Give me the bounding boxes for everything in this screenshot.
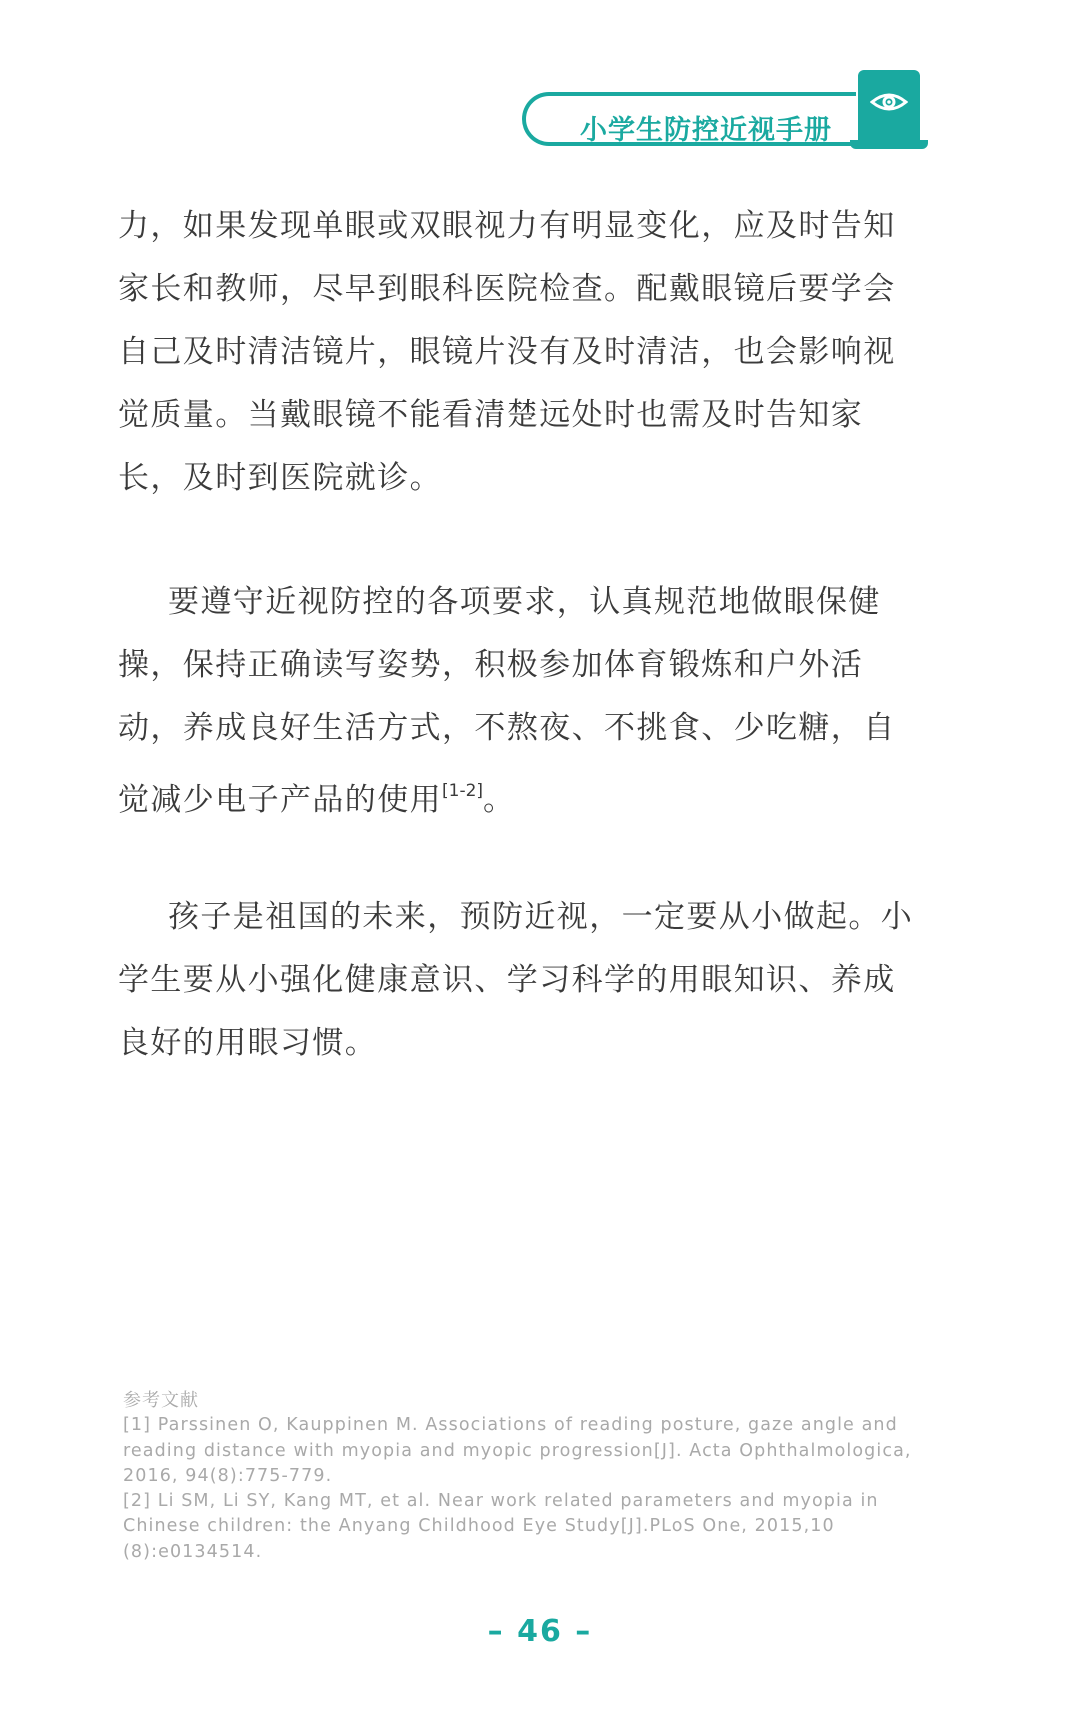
reference-item: [1] Parssinen O, Kauppinen M. Associations of reading posture, gaze angle and reading distance with myopia and myopic progression[J]. Acta Ophthalmologica, 2016, 94(8):775-779.: [123, 1415, 912, 1486]
header-dash: [816, 92, 830, 96]
references-title: 参考文献: [123, 1390, 199, 1411]
references: [123, 1388, 928, 1565]
paragraph-end: 。: [483, 782, 516, 818]
header-dash: [784, 92, 806, 96]
page-number: – 46 –: [487, 1614, 593, 1649]
body-paragraph: 孩子是祖国的未来，预防近视，一定要从小做起。小学生要从小强化健康意识、学习科学的用眼知识、养成良好的用眼习惯。: [118, 899, 914, 1061]
citation-marker: [1-2]: [442, 781, 484, 801]
handbook-title: 小学生防控近视手册: [580, 115, 832, 146]
eye-icon: [870, 90, 908, 114]
reference-item: [2] Li SM, Li SY, Kang MT, et al. Near work related parameters and myopia in Chinese children: the Anyang Childhood Eye Study[J].PLoS One, 2015,10 (8):e0134514.: [123, 1491, 879, 1562]
body-paragraph: [118, 571, 918, 832]
paragraph-text: 要遵守近视防控的各项要求，认真规范地做眼保健操，保持正确读写姿势，积极参加体育锻炼和户外活动，养成良好生活方式，不熬夜、不挑食、少吃糖，自觉减少电子产品的使用: [118, 584, 896, 818]
body-paragraph: 力，如果发现单眼或双眼视力有明显变化，应及时告知家长和教师，尽早到眼科医院检查。配戴眼镜后要学会自己及时清洁镜片，眼镜片没有及时清洁，也会影响视觉质量。当戴眼镜不能看清楚远处时也需及时告知家长，及时到医院就诊。: [118, 208, 896, 496]
book-spine: [850, 140, 928, 149]
eye-tab: [858, 70, 920, 148]
